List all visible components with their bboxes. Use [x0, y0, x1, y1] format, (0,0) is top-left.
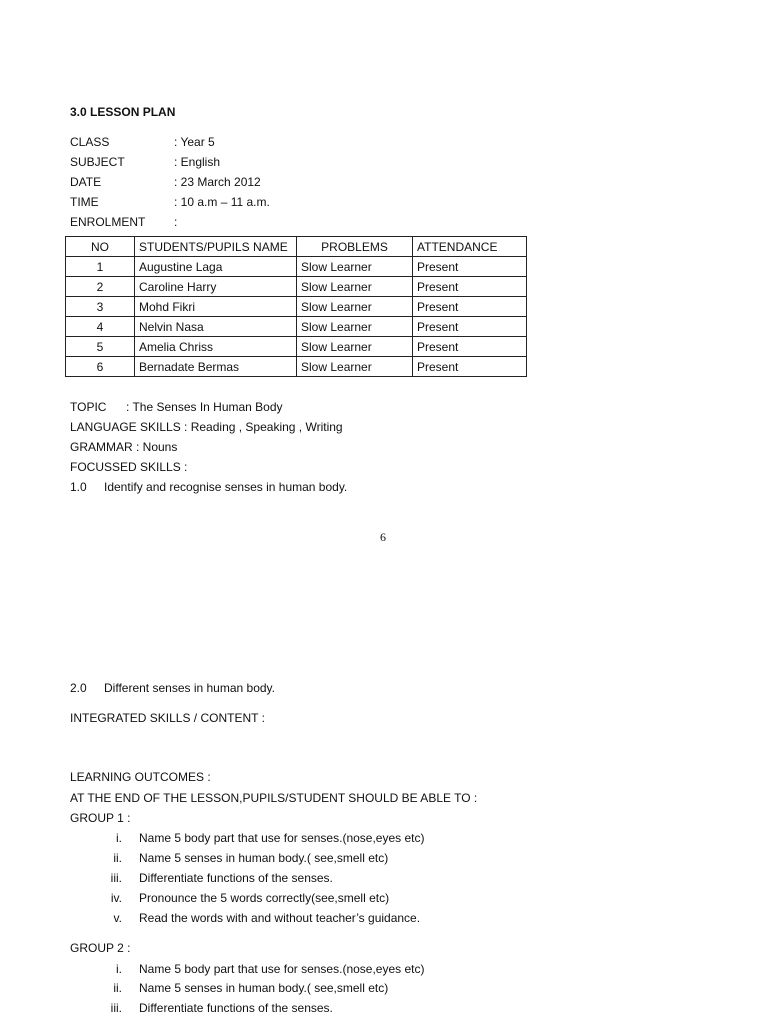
enrolment-label: ENROLMENT: [70, 215, 146, 229]
class-label: CLASS: [70, 135, 110, 149]
topic-value: : The Senses In Human Body: [126, 400, 283, 414]
cell-attendance: Present: [413, 277, 527, 297]
skill-text: Identify and recognise senses in human body.: [104, 480, 348, 494]
header-problems: PROBLEMS: [297, 237, 413, 257]
cell-problem: Slow Learner: [297, 357, 413, 377]
header-attendance: ATTENDANCE: [413, 237, 527, 257]
skill-number: 1.0: [70, 480, 87, 494]
subject-label: SUBJECT: [70, 155, 125, 169]
list-item-number: ii.: [113, 981, 122, 995]
date-value: : 23 March 2012: [174, 175, 261, 189]
cell-no: 2: [66, 277, 135, 297]
table-row: [66, 337, 527, 357]
date-label: DATE: [70, 175, 102, 189]
grammar: GRAMMAR : Nouns: [70, 440, 178, 454]
cell-name: Caroline Harry: [135, 277, 297, 297]
list-item: Differentiate functions of the senses.: [139, 871, 333, 885]
list-item-number: i.: [116, 962, 122, 976]
cell-problem: Slow Learner: [297, 297, 413, 317]
list-item: Name 5 senses in human body.( see,smell etc): [139, 851, 389, 865]
cell-name: Nelvin Nasa: [135, 317, 297, 337]
cell-attendance: Present: [413, 337, 527, 357]
cell-problem: Slow Learner: [297, 337, 413, 357]
list-item-number: iii.: [110, 1001, 122, 1015]
section-title: 3.0 LESSON PLAN: [70, 105, 176, 119]
cell-no: 6: [66, 357, 135, 377]
time-label: TIME: [70, 195, 99, 209]
table-row: [66, 277, 527, 297]
class-value: : Year 5: [174, 135, 215, 149]
integrated-skills: INTEGRATED SKILLS / CONTENT :: [70, 711, 265, 725]
skill-number: 2.0: [70, 681, 87, 695]
cell-name: Mohd Fikri: [135, 297, 297, 317]
list-item-number: iv.: [110, 891, 122, 905]
time-value: : 10 a.m – 11 a.m.: [174, 195, 270, 209]
cell-name: Amelia Chriss: [135, 337, 297, 357]
table-row: [66, 257, 527, 277]
table-row: [66, 357, 527, 377]
group2-label: GROUP 2 :: [70, 941, 131, 955]
list-item: Pronounce the 5 words correctly(see,smell etc): [139, 891, 390, 905]
cell-problem: Slow Learner: [297, 257, 413, 277]
topic-label: TOPIC: [70, 400, 107, 414]
enrolment-value: :: [174, 215, 178, 229]
list-item-number: i.: [116, 831, 122, 845]
cell-problem: Slow Learner: [297, 317, 413, 337]
table-header-row: [66, 237, 527, 257]
cell-name: Augustine Laga: [135, 257, 297, 277]
cell-no: 3: [66, 297, 135, 317]
cell-problem: Slow Learner: [297, 277, 413, 297]
group1-label: GROUP 1 :: [70, 811, 131, 825]
focussed-skills: FOCUSSED SKILLS :: [70, 460, 188, 474]
list-item-number: ii.: [113, 851, 122, 865]
list-item-number: iii.: [110, 871, 122, 885]
header-name: STUDENTS/PUPILS NAME: [135, 237, 297, 257]
skill-text: Different senses in human body.: [104, 681, 275, 695]
list-item: Read the words with and without teacher’s guidance.: [139, 911, 421, 925]
end-of-lesson: AT THE END OF THE LESSON,PUPILS/STUDENT SHOULD BE ABLE TO :: [70, 791, 478, 805]
page-number: 6: [380, 530, 386, 544]
cell-attendance: Present: [413, 317, 527, 337]
list-item: Name 5 body part that use for senses.(nose,eyes etc): [139, 831, 425, 845]
list-item-number: v.: [113, 911, 122, 925]
list-item: Differentiate functions of the senses.: [139, 1001, 333, 1015]
list-item: Name 5 senses in human body.( see,smell etc): [139, 981, 389, 995]
subject-value: : English: [174, 155, 221, 169]
cell-attendance: Present: [413, 357, 527, 377]
cell-attendance: Present: [413, 257, 527, 277]
learning-outcomes: LEARNING OUTCOMES :: [70, 770, 211, 784]
cell-name: Bernadate Bermas: [135, 357, 297, 377]
students-table: [65, 236, 527, 377]
cell-attendance: Present: [413, 297, 527, 317]
cell-no: 5: [66, 337, 135, 357]
table-row: [66, 317, 527, 337]
cell-no: 4: [66, 317, 135, 337]
list-item: Name 5 body part that use for senses.(nose,eyes etc): [139, 962, 425, 976]
language-skills: LANGUAGE SKILLS : Reading , Speaking , Writing: [70, 420, 343, 434]
cell-no: 1: [66, 257, 135, 277]
header-no: NO: [66, 237, 135, 257]
table-row: [66, 297, 527, 317]
